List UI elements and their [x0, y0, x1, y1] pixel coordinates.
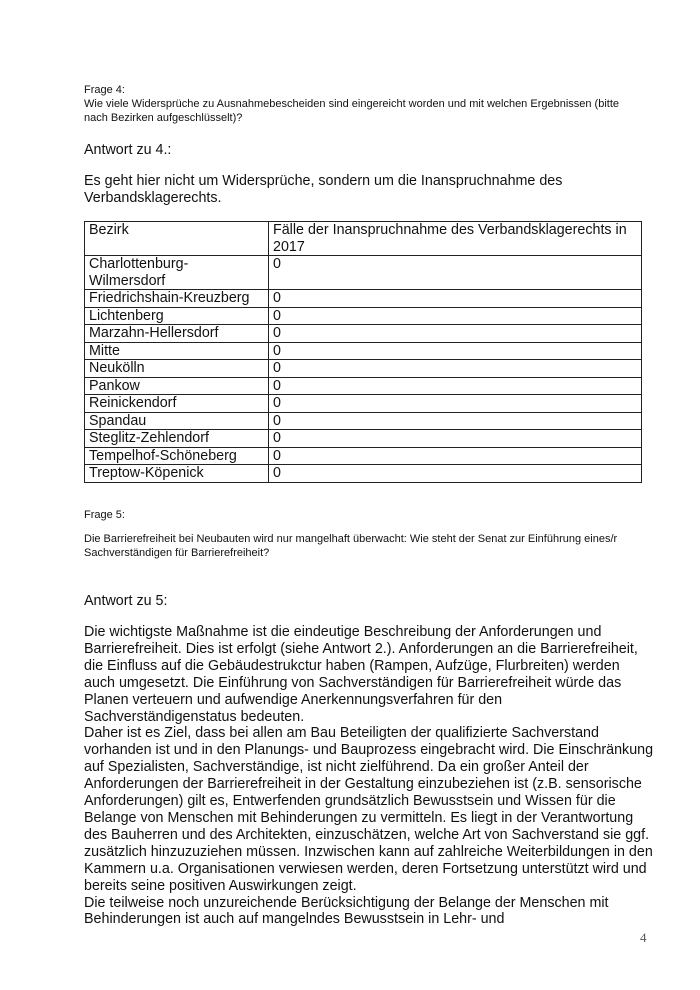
antwort5-label: Antwort zu 5: [84, 593, 168, 609]
frage5-question: Die Barrierefreiheit bei Neubauten wird nur mangelhaft überwacht: Wie steht der Senat zur Einführung eines/r Sachverständigen für Barrierefreiheit? [84, 533, 618, 559]
table-row [85, 377, 642, 395]
page-number: 4 [640, 930, 647, 945]
table-cell-faelle: 0 [269, 256, 642, 290]
table-cell-faelle: 0 [269, 412, 642, 430]
table-row [85, 256, 642, 290]
table-cell-faelle: 0 [269, 325, 642, 343]
table-row [85, 395, 642, 413]
antwort4-text: Es geht hier nicht um Widersprüche, sondern um die Inanspruchnahme des Verbandsklagerechts. [84, 173, 563, 206]
table-cell-faelle: 0 [269, 447, 642, 465]
table-cell-bezirk: Marzahn-Hellersdorf [85, 325, 269, 343]
table-header-bezirk: Bezirk [85, 222, 269, 256]
table-row [85, 430, 642, 448]
table-cell-bezirk: Treptow-Köpenick [85, 465, 269, 483]
table-cell-bezirk: Reinickendorf [85, 395, 269, 413]
table-cell-bezirk: Charlottenburg-Wilmersdorf [85, 256, 269, 290]
frage4-question: Wie viele Widersprüche zu Ausnahmebescheiden sind eingereicht worden und mit welchen Ergebnissen (bitte nach Bezirken aufgeschlüsselt)? [84, 98, 620, 124]
table-cell-faelle: 0 [269, 307, 642, 325]
table-header-faelle: Fälle der Inanspruchnahme des Verbandsklagerechts in 2017 [269, 222, 642, 256]
table-cell-bezirk: Spandau [85, 412, 269, 430]
table-cell-bezirk: Friedrichshain-Kreuzberg [85, 290, 269, 308]
table-row [85, 360, 642, 378]
table-cell-bezirk: Steglitz-Zehlendorf [85, 430, 269, 448]
table-cell-bezirk: Lichtenberg [85, 307, 269, 325]
table-cell-faelle: 0 [269, 395, 642, 413]
table-row [85, 342, 642, 360]
bezirk-table [84, 221, 642, 483]
table-row [85, 307, 642, 325]
table-cell-faelle: 0 [269, 360, 642, 378]
table-row [85, 412, 642, 430]
table-cell-faelle: 0 [269, 377, 642, 395]
antwort5-paragraph: Die wichtigste Maßnahme ist die eindeutige Beschreibung der Anforderungen und Barrierefreiheit. Dies ist erfolgt (siehe Antwort 2.). Anforderungen an die Barrierefreiheit, die Einfluss auf die Gebäudestrukctur haben (Rampen, Aufzüge, Flurbreiten) werden auch umgesetzt. Die Einführung von Sachverständigen für Barrierefreiheit würde das Planen verteuern und aufwendige Anerkennungsverfahren für den Sachverständigenstatus bedeuten. [84, 624, 638, 725]
table-row [85, 465, 642, 483]
frage5-label: Frage 5: [84, 509, 125, 521]
antwort5-paragraph: Daher ist es Ziel, dass bei allen am Bau Beteiligten der qualifizierte Sachverstand vorhanden ist und in den Planungs- und Bauprozess eingebracht wird. Die Einschränkung auf Spezialisten, Sachverständige, ist nicht zielführend. Da ein großer Anteil der Anforderungen der Barrierefreiheit in der Gestaltung einzubeziehen ist (z.B. sensorische Anforderungen) gilt es, Entwerfenden grundsätzlich Bewusstsein und Wissen für die Belange von Menschen mit Behinderungen zu vermitteln. Es liegt in der Verantwortung des Bauherren und des Architekten, einzuschätzen, welche Art von Sachverstand sie ggf. zusätzlich hinzuzuziehen müssen. Inzwischen kann auf zahlreiche Weiterbildungen in den Kammern u.a. Organisationen verwiesen werden, deren Fortsetzung unterstützt wird und bereits seine positiven Auswirkungen zeigt. [84, 725, 654, 894]
table-cell-bezirk: Mitte [85, 342, 269, 360]
table-row [85, 290, 642, 308]
antwort5-body [84, 624, 654, 928]
table-row [85, 447, 642, 465]
table-cell-bezirk: Tempelhof-Schöneberg [85, 447, 269, 465]
table-header-row [85, 222, 642, 256]
table-cell-faelle: 0 [269, 290, 642, 308]
table-row [85, 325, 642, 343]
table-cell-faelle: 0 [269, 430, 642, 448]
antwort4-label: Antwort zu 4.: [84, 142, 172, 158]
table-cell-faelle: 0 [269, 465, 642, 483]
table-cell-bezirk: Pankow [85, 377, 269, 395]
table-cell-faelle: 0 [269, 342, 642, 360]
antwort5-paragraph: Die teilweise noch unzureichende Berücksichtigung der Belange der Menschen mit Behinderungen ist auch auf mangelndes Bewusstsein in Lehr- und [84, 894, 609, 928]
table-body [85, 256, 642, 483]
table-cell-bezirk: Neukölln [85, 360, 269, 378]
frage4-label: Frage 4: [84, 84, 125, 96]
